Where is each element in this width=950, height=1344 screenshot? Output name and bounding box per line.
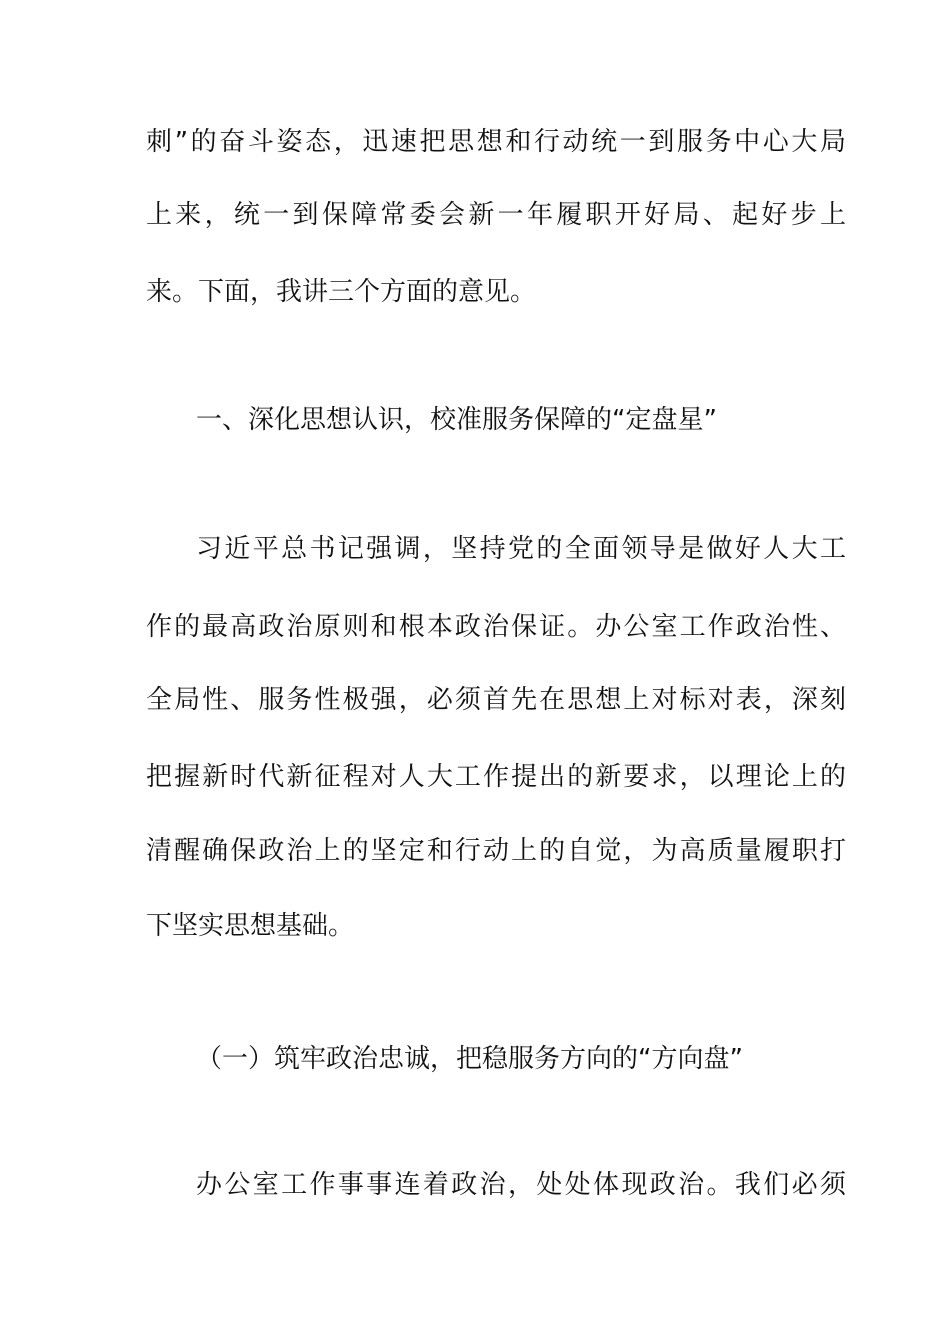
intro-line-1: 刺”的奋斗姿态，迅速把思想和行动统一到服务中心大局 xyxy=(146,127,846,157)
paragraph-1-line-3: 全局性、服务性极强，必须首先在思想上对标对表，深刻 xyxy=(146,685,846,715)
paragraph-1-line-4: 把握新时代新征程对人大工作提出的新要求，以理论上的 xyxy=(146,762,846,792)
paragraph-1-line-1: 习近平总书记强调，坚持党的全面领导是做好人大工 xyxy=(196,534,846,564)
paragraph-1-line-2: 作的最高政治原则和根本政治保证。办公室工作政治性、 xyxy=(146,612,846,642)
paragraph-1-line-6: 下坚实思想基础。 xyxy=(146,911,355,941)
intro-line-3: 来。下面，我讲三个方面的意见。 xyxy=(146,277,537,307)
section-heading-1: 一、深化思想认识，校准服务保障的“定盘星” xyxy=(196,405,717,435)
paragraph-1-line-5: 清醒确保政治上的坚定和行动上的自觉，为高质量履职打 xyxy=(146,836,846,866)
paragraph-2-line-1: 办公室工作事事连着政治，处处体现政治。我们必须 xyxy=(196,1170,846,1200)
section-heading-2: （一）筑牢政治忠诚，把稳服务方向的“方向盘” xyxy=(196,1044,743,1074)
intro-line-2: 上来，统一到保障常委会新一年履职开好局、起好步上 xyxy=(146,200,846,230)
